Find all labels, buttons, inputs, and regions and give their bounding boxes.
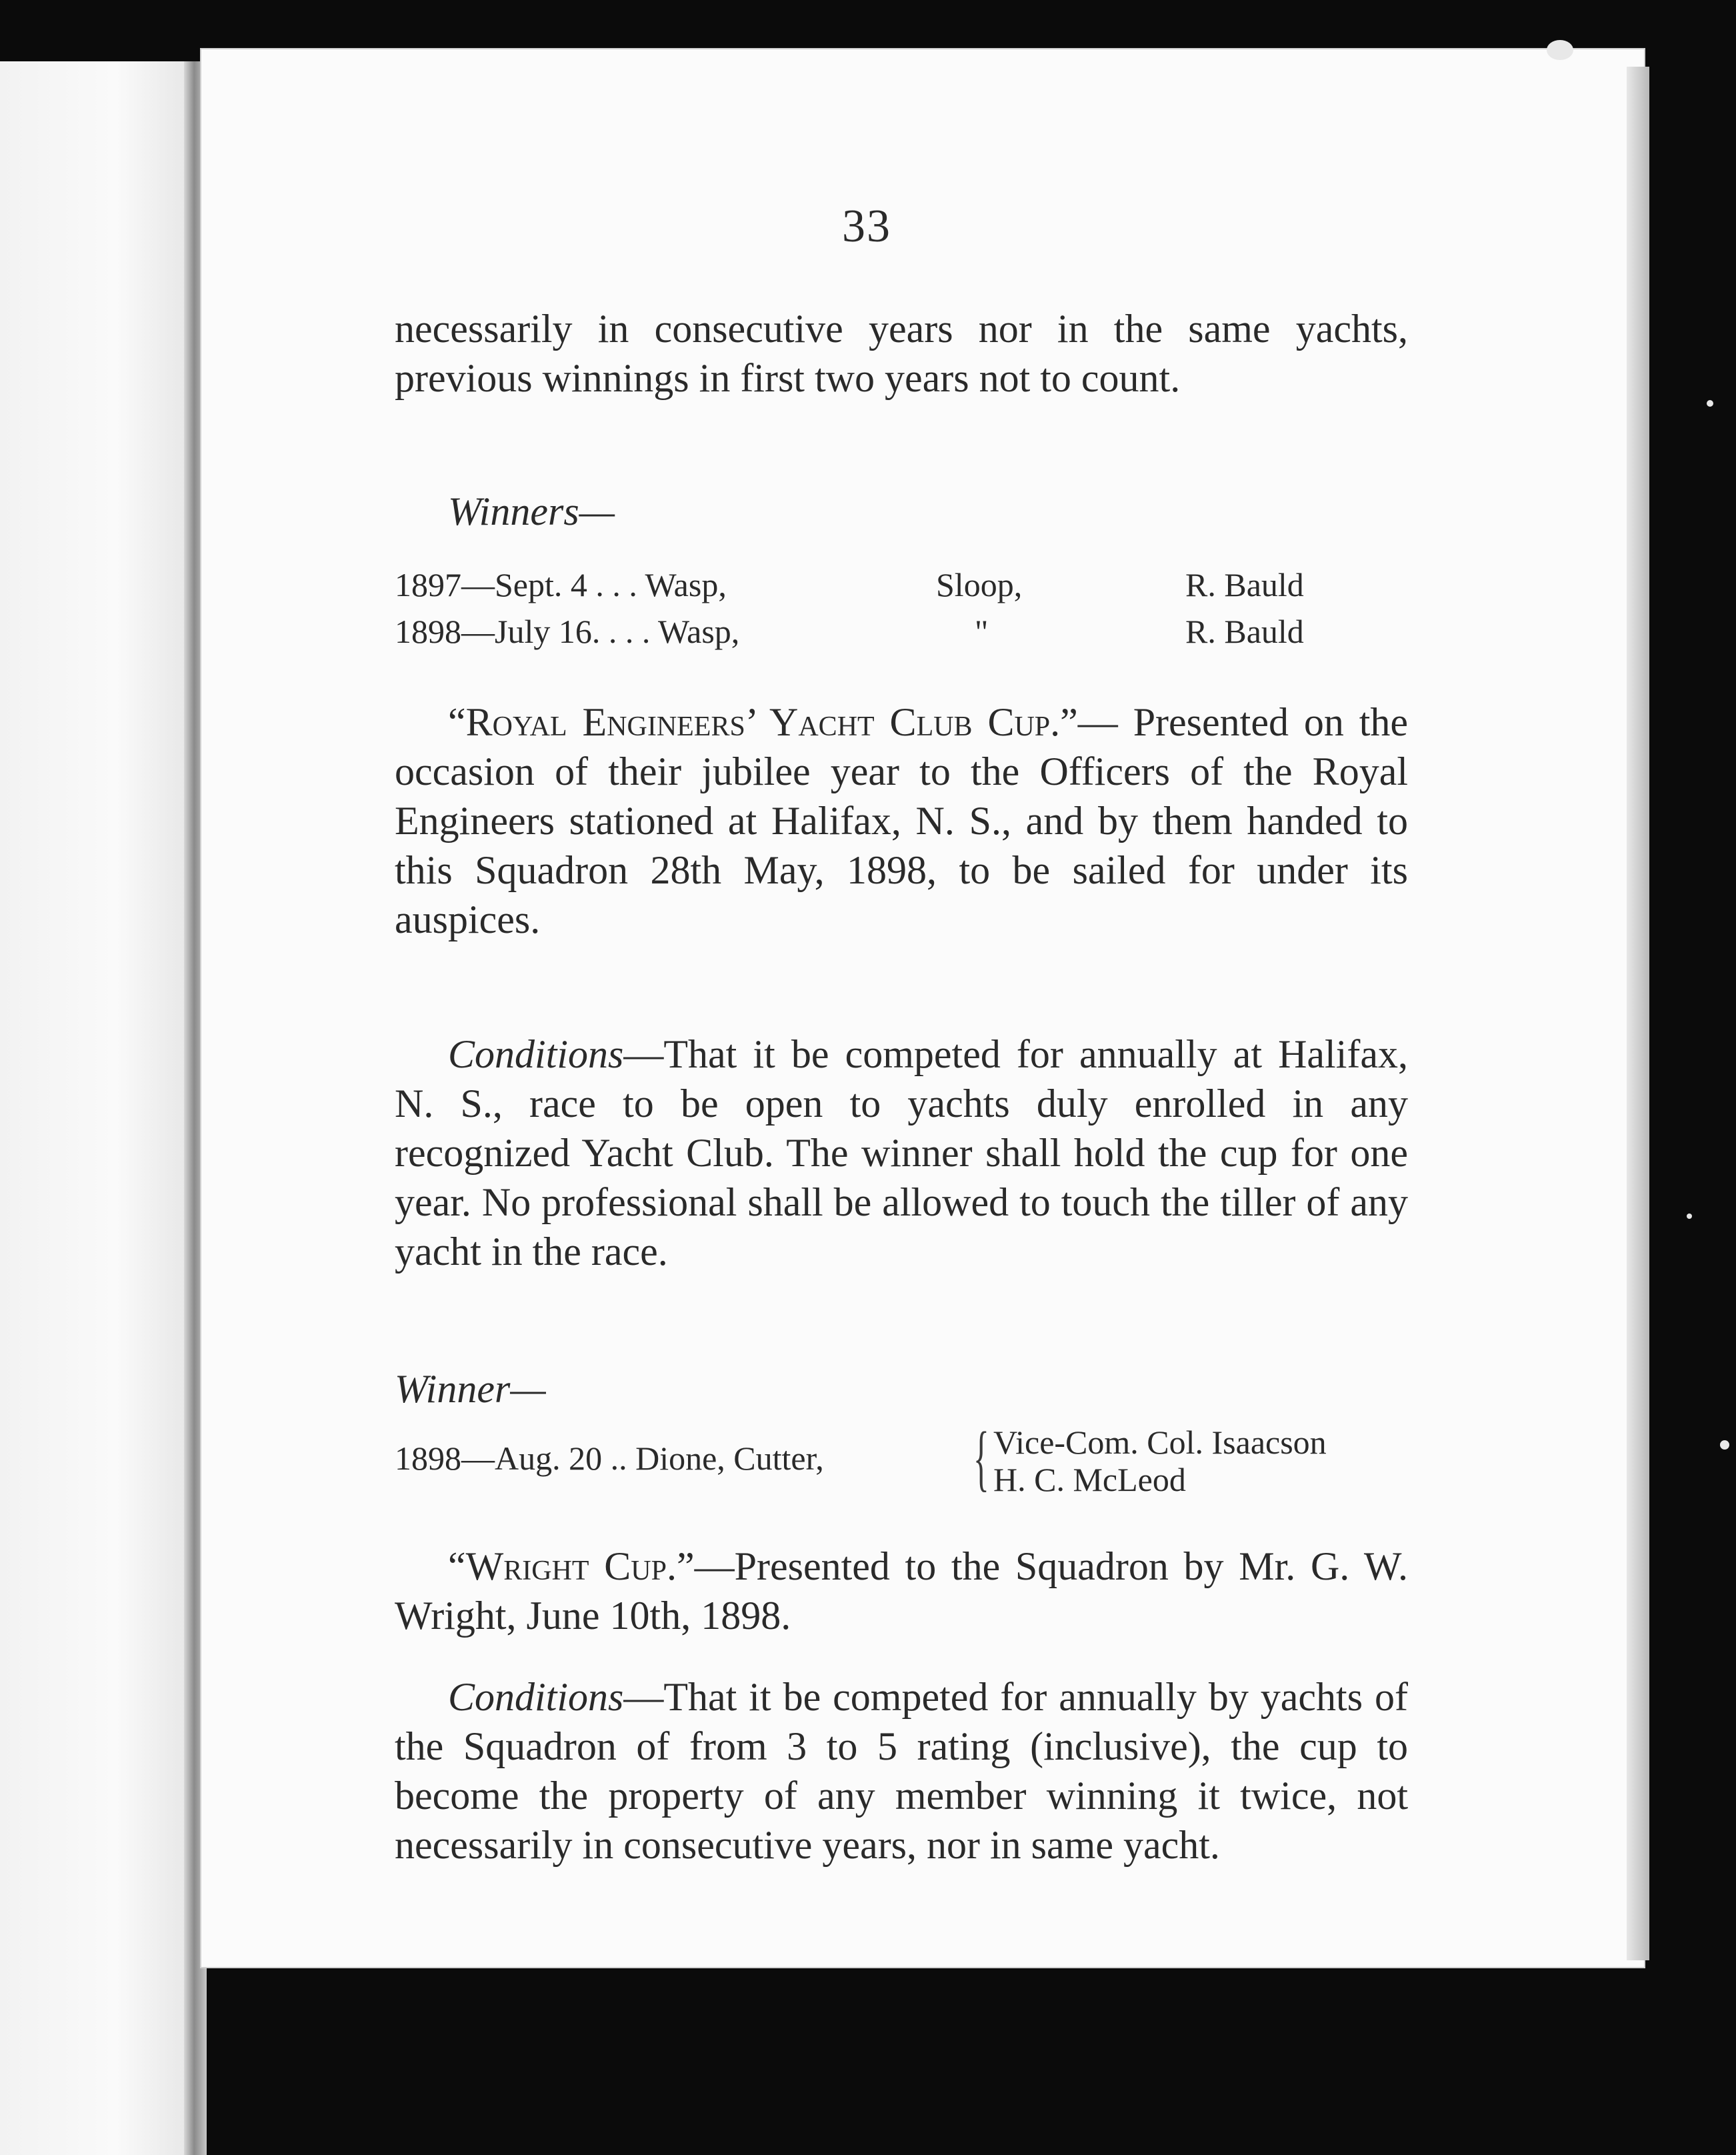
winner-name: Vice-Com. Col. Isaacson — [993, 1424, 1327, 1461]
page-number: 33 — [842, 201, 891, 252]
royal-engineers-title: “Royal Engineers’ Yacht Club Cup.”— — [448, 700, 1118, 744]
conditions-one-body: —That it be competed for annually at Halifax, N. S., race to be open to yachts duly enrolled in any recognized Yacht Club. The winner shall hold the cup for one year. No professional shall be allowed to touch the tiller of any yacht in the race. — [395, 1032, 1408, 1274]
conditions-one-block — [395, 1029, 1408, 1276]
wright-cup-title: “Wright Cup.” — [448, 1544, 695, 1588]
winner-heading-block — [395, 1364, 1408, 1414]
facing-page-edge — [0, 61, 193, 2155]
winner-heading: Winner— — [395, 1367, 546, 1411]
conditions-two-label: Conditions — [448, 1675, 624, 1719]
winner-row-date: 1898—Aug. 20 .. Dione, Cutter, — [395, 1440, 824, 1477]
winners-heading-block — [448, 487, 1461, 536]
wright-cup-block — [395, 1542, 1408, 1640]
page-right-edge — [1627, 67, 1649, 1960]
royal-engineers-block — [395, 697, 1408, 944]
winners-row-date: 1897—Sept. 4 . . . Wasp, — [395, 566, 727, 603]
conditions-two-block — [395, 1672, 1408, 1870]
winners-row-owner: R. Bauld — [1185, 566, 1304, 603]
royal-engineers-body: Presented on the occasion of their jubilee year to the Officers of the Royal Engineers stationed at Halifax, N. S., and by them handed to this Squadron 28th May, 1898, to be sailed for under its auspices. — [395, 700, 1409, 941]
conditions-two-body: —That it be competed for annually by yachts of the Squadron of from 3 to 5 rating (inclusive), the cup to become the property of any member winning it twice, not necessarily in consecutive years, nor in same yacht. — [395, 1675, 1408, 1867]
winners-heading: Winners— — [448, 489, 615, 533]
winner-name: H. C. McLeod — [993, 1461, 1186, 1498]
winners-row-owner: R. Bauld — [1185, 613, 1304, 650]
dust-speck — [1687, 1214, 1692, 1219]
royal-engineers-paragraph — [395, 697, 1408, 944]
opening-paragraph: necessarily in consecutive years nor in the same yachts, previous winnings in first two years not to count. — [395, 307, 1408, 400]
dust-speck — [1547, 40, 1573, 60]
wright-cup-paragraph — [395, 1542, 1408, 1640]
winners-row-rig: " — [975, 613, 989, 650]
conditions-one-label: Conditions — [448, 1032, 624, 1076]
dust-speck — [1720, 1440, 1729, 1450]
winners-row-date: 1898—July 16. . . . Wasp, — [395, 613, 740, 650]
opening-paragraph-block — [395, 304, 1408, 403]
dust-speck — [1707, 400, 1713, 407]
brace-glyph: { — [973, 1417, 989, 1498]
wright-cup-body: —Presented to the Squadron by Mr. G. W. Wright, June 10th, 1898. — [395, 1544, 1408, 1638]
conditions-two-paragraph — [395, 1672, 1408, 1870]
conditions-one-paragraph — [395, 1029, 1408, 1276]
winners-row-rig: Sloop, — [936, 566, 1023, 603]
